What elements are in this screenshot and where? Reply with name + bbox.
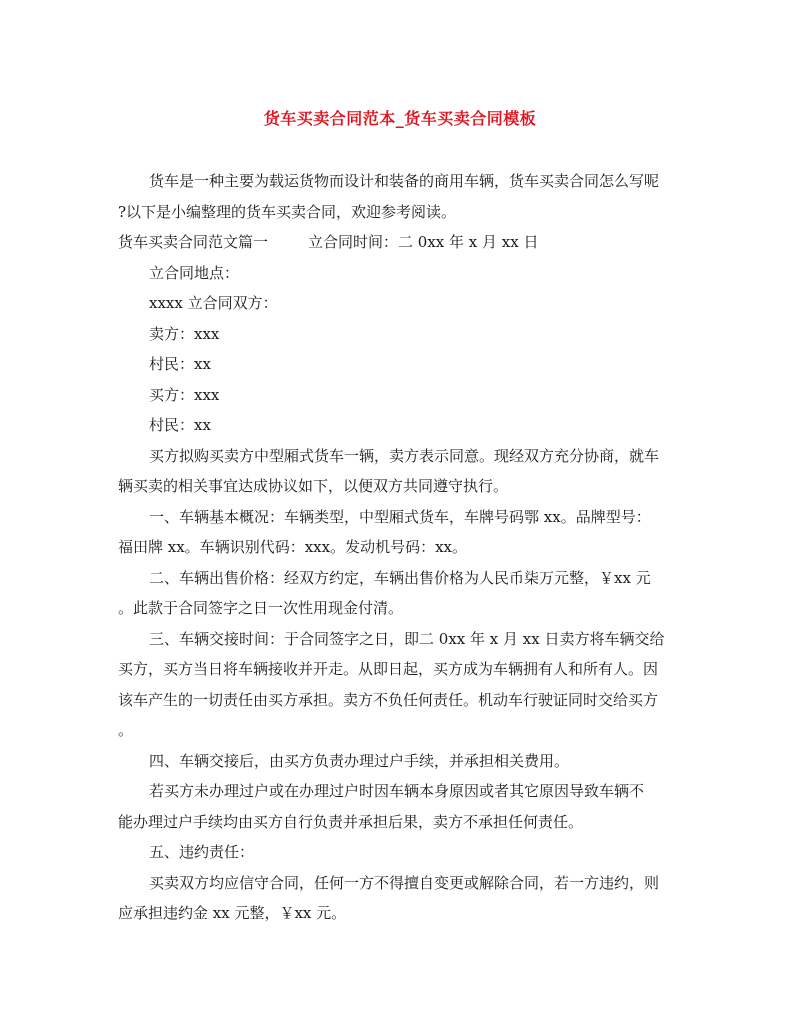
paragraph-line: 该车产生的一切责任由买方承担。卖方不负任何责任。机动车行驶证同时交给买方 <box>118 690 659 709</box>
document-body <box>118 166 686 929</box>
paragraph-line: 买卖双方均应信守合同，任何一方不得擅自变更或解除合同，若一方违约，则 <box>149 873 660 892</box>
paragraph-line: ?以下是小编整理的货车买卖合同，欢迎参考阅读。 <box>118 202 457 221</box>
paragraph-line: 辆买卖的相关事宜达成协议如下，以便双方共同遵守执行。 <box>118 477 509 495</box>
paragraph-line: 货车是一种主要为载运货物而设计和装备的商用车辆，货车买卖合同怎么写呢 <box>149 172 660 190</box>
paragraph-line: 。此款于合同签字之日一次性用现金付清。 <box>118 599 404 617</box>
paragraph-line: 立合同地点： <box>149 263 240 282</box>
paragraph-line: 买方：xxx <box>149 385 220 404</box>
paragraph-line: 应承担违约金 xx 元整，￥xx 元。 <box>118 904 347 922</box>
paragraph-line: 买方，买方当日将车辆接收并开走。从即日起，买方成为车辆拥有人和所有人。因 <box>118 660 659 678</box>
section-heading: 货车买卖合同范文篇一 <box>118 233 269 251</box>
paragraph-line: 三、车辆交接时间：于合同签字之日，即二 0xx 年 x 月 xx 日卖方将车辆交给 <box>149 629 665 648</box>
paragraph-line: 村民：xx <box>149 355 211 373</box>
paragraph-line: 能办理过户手续均由买方自行负责并承担后果，卖方不承担任何责任。 <box>118 812 584 831</box>
paragraph-line: 若买方未办理过户或在办理过户时因车辆本身原因或者其它原因导致车辆不 <box>149 782 645 800</box>
contract-date: 立合同时间：二 0xx 年 x 月 xx 日 <box>308 233 539 251</box>
paragraph-line: 二、车辆出售价格：经双方约定，车辆出售价格为人民币柒万元整，￥xx 元 <box>149 568 651 587</box>
paragraph-line: 卖方：xxx <box>149 324 220 343</box>
paragraph-line: 买方拟购买卖方中型厢式货车一辆，卖方表示同意。现经双方充分协商，就车 <box>149 446 660 465</box>
paragraph-line: 村民：xx <box>149 416 211 434</box>
paragraph-line: 福田牌 xx。车辆识别代码：xxx。发动机号码：xx。 <box>118 538 467 556</box>
paragraph-line: 一、车辆基本概况：车辆类型，中型厢式货车，车牌号码鄂 xx。品牌型号： <box>149 507 651 526</box>
paragraph-line: 四、车辆交接后，由买方负责办理过户手续，并承担相关费用。 <box>149 751 570 770</box>
paragraph-line: xxxx 立合同双方： <box>149 294 278 312</box>
document-title: 货车买卖合同范本_货车买卖合同模板 <box>263 109 537 128</box>
section-heading-line <box>118 227 686 258</box>
paragraph-line: 五、违约责任： <box>149 843 255 861</box>
paragraph-line: 。 <box>118 721 134 739</box>
